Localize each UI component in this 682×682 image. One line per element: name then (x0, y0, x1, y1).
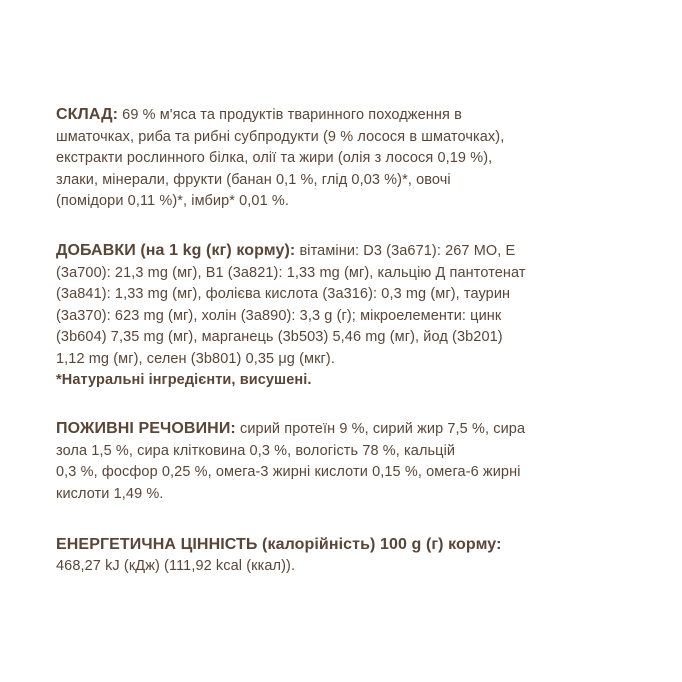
additives-line-5: (3b604) 7,35 mg (мг), марганець (3b503) 5,46 mg (мг), йод (3b201) (56, 329, 503, 345)
nutrients-heading: ПОЖИВНІ РЕЧОВИНИ: (56, 420, 236, 437)
nutrients-line-4: кислоти 1,49 %. (56, 485, 164, 502)
nutrients-line-3: 0,3 %, фосфор 0,25 %, омега-3 жирні кислоти 0,15 %, омега-6 жирні (56, 464, 521, 480)
nutrients-line-2: зола 1,5 %, сира клітковина 0,3 %, вологість 78 %, кальцій (56, 442, 456, 459)
composition-line-2: шматочках, риба та рибні субпродукти (9 % лосося в шматочках), (56, 128, 505, 145)
additives-line-1 (56, 240, 626, 263)
additives-line-6: 1,12 mg (мг), селен (3b801) 0,35 μg (мкг). (56, 350, 335, 367)
energy-value: 468,27 kJ (кДж) (111,92 kcal (ккал)). (56, 557, 296, 574)
additives-line-4: (3a370): 623 mg (мг), холін (3a890): 3,3 g (г); мікроелементи: цинк (56, 307, 502, 324)
additives-heading: ДОБАВКИ (на 1 kg (кг) корму): (56, 242, 296, 259)
nutrients-section (56, 418, 626, 505)
composition-heading: СКЛАД: (56, 106, 119, 123)
composition-section (56, 104, 626, 213)
additives-section (56, 240, 626, 392)
composition-text-1: 69 % м'яса та продуктів тваринного походження в (118, 107, 462, 123)
composition-line-4: злаки, мінерали, фрукти (банан 0,1 %, глід 0,03 %)*, овочі (56, 171, 451, 188)
energy-heading: ЕНЕРГЕТИЧНА ЦІННІСТЬ (калорійність) 100 g (г) корму: (56, 536, 502, 553)
composition-line-1 (56, 104, 626, 127)
additives-line-3: (3a841): 1,33 mg (мг), фолієва кислота (3a316): 0,3 mg (мг), таурин (56, 286, 511, 302)
nutrients-text-1: сирий протеїн 9 %, сирий жир 7,5 %, сира (235, 421, 526, 437)
composition-line-3: екстракти рослинного білка, олії та жири (олія з лосося 0,19 %), (56, 150, 493, 166)
additives-text-1: вітаміни: D3 (3a671): 267 MO, E (295, 243, 516, 259)
composition-line-5: (помідори 0,11 %)*, імбир* 0,01 %. (56, 193, 289, 209)
nutrients-line-1 (56, 418, 626, 441)
energy-section (56, 534, 626, 577)
additives-line-2: (3a700): 21,3 mg (мг), B1 (3a821): 1,33 mg (мг), кальцію Д пантотенат (56, 264, 526, 281)
natural-ingredients-note: *Натуральні інгредієнти, висушені. (56, 372, 312, 388)
